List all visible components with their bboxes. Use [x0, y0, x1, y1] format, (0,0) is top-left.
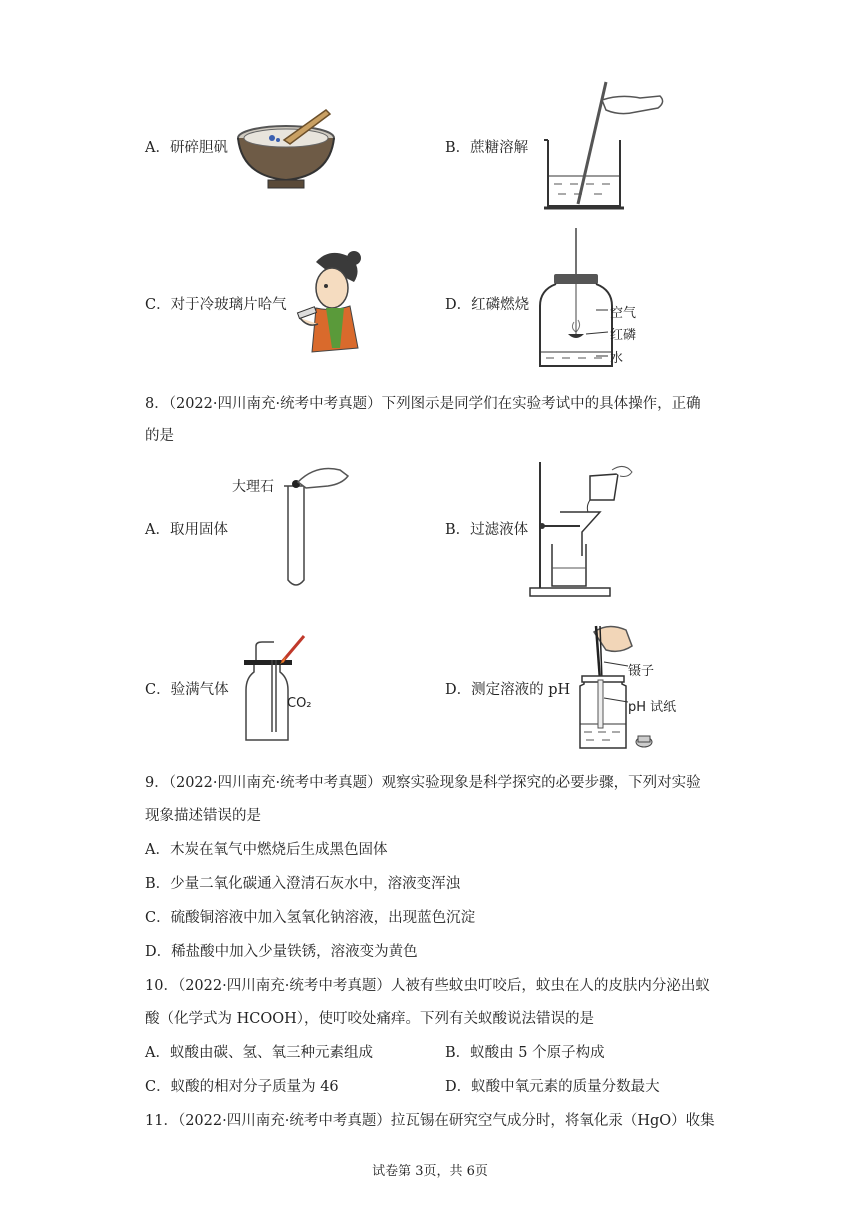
sugar-dissolve-figure — [540, 80, 670, 212]
label-water: 水 — [610, 351, 624, 366]
q7-option-a: A．研碎胆矾 — [145, 140, 228, 156]
q8-stem-line1: 8．（2022·四川南充·统考中考真题）下列图示是同学们在实验考试中的具体操作，正确 — [145, 396, 701, 412]
q10-stem-line2: 酸（化学式为 HCOOH），使叮咬处痛痒。下列有关蚁酸说法错误的是 — [145, 1011, 595, 1027]
label-co2: CO₂ — [287, 696, 312, 711]
q8-stem-line2: 的是 — [145, 428, 174, 444]
q9-option-c: C．硫酸铜溶液中加入氢氧化钠溶液，出现蓝色沉淀 — [145, 910, 476, 926]
page-footer: 试卷第 3页，共 6页 — [372, 1164, 488, 1179]
q10-stem-line1: 10．（2022·四川南充·统考中考真题）人被有些蚊虫叮咬后，蚊虫在人的皮肤内分泌出蚁 — [145, 978, 710, 994]
q7-option-c: C．对于冷玻璃片哈气 — [145, 297, 287, 313]
q9-stem-line2: 现象描述错误的是 — [145, 808, 261, 824]
q9-option-a: A．木炭在氧气中燃烧后生成黑色固体 — [145, 842, 388, 858]
gas-bottle-figure — [240, 632, 330, 744]
red-phosphorus-figure — [536, 226, 646, 374]
label-air: 空气 — [610, 306, 637, 321]
q8-option-d: D．测定溶液的 pH — [445, 682, 571, 698]
q7-option-b: B．蔗糖溶解 — [445, 140, 529, 156]
q8-option-b: B．过滤液体 — [445, 522, 529, 538]
q10-option-b: B．蚁酸由 5 个原子构成 — [445, 1045, 605, 1061]
test-tube-figure — [280, 462, 350, 592]
q10-option-c: C．蚁酸的相对分子质量为 46 — [145, 1079, 339, 1095]
label-ph-paper: pH 试纸 — [628, 700, 677, 715]
q10-option-d: D．蚁酸中氧元素的质量分数最大 — [445, 1079, 660, 1095]
mortar-pestle-figure — [232, 104, 340, 192]
label-tweezers: 镊子 — [628, 664, 655, 679]
label-red-phosphorus: 红磷 — [610, 328, 637, 343]
q9-option-d: D．稀盐酸中加入少量铁锈，溶液变为黄色 — [145, 944, 418, 960]
q7-option-d: D．红磷燃烧 — [445, 297, 530, 313]
q10-option-a: A．蚁酸由碳、氢、氧三种元素组成 — [145, 1045, 373, 1061]
q8-option-c: C．验满气体 — [145, 682, 229, 698]
filtration-figure — [528, 460, 638, 600]
q9-stem-line1: 9．（2022·四川南充·统考中考真题）观察实验现象是科学探究的必要步骤，下列对实验 — [145, 775, 701, 791]
girl-breathing-figure — [296, 248, 368, 360]
q8-option-a: A．取用固体 — [145, 522, 228, 538]
q11-stem-line1: 11．（2022·四川南充·统考中考真题）拉瓦锡在研究空气成分时，将氧化汞（HgO）收集 — [145, 1113, 715, 1129]
ph-test-figure — [574, 624, 677, 752]
label-marble: 大理石 — [232, 479, 274, 495]
q9-option-b: B．少量二氧化碳通入澄清石灰水中，溶液变浑浊 — [145, 876, 461, 892]
